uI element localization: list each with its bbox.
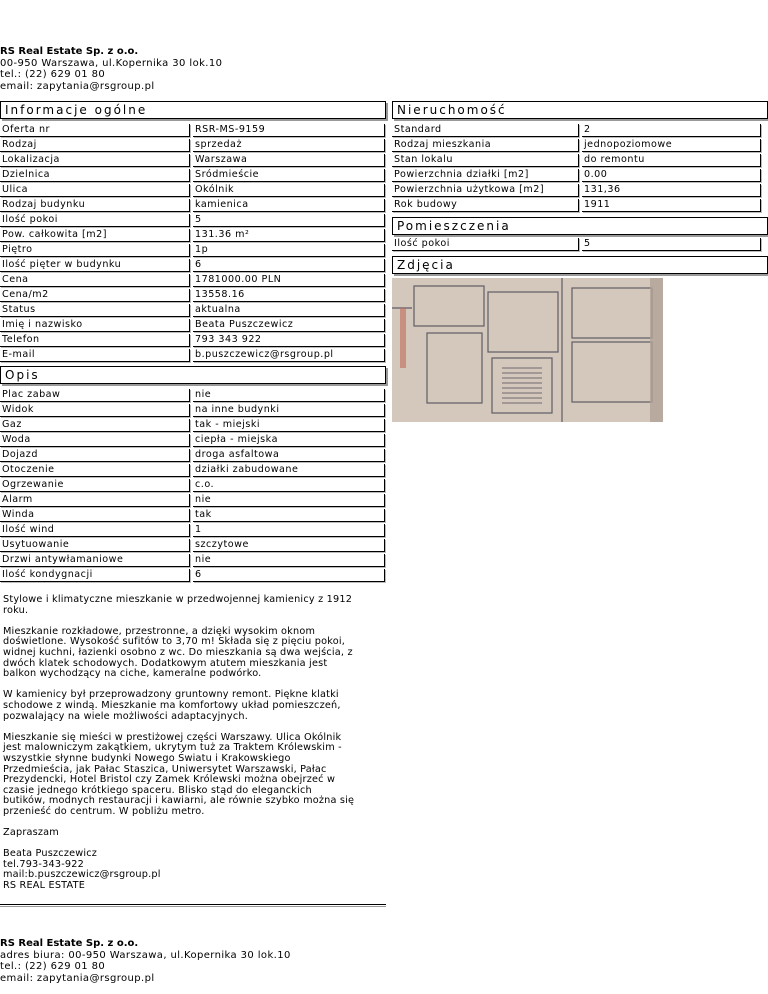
row-value: 1p	[193, 244, 385, 257]
row-value: szczytowe	[193, 539, 385, 552]
row-label: Status	[0, 304, 190, 317]
description-paragraph: Mieszkanie się mieści w prestiżowej części Warszawy. Ulica Okólnik jest malowniczym zakątkiem, ukrytym tuż za Traktem Królewskim - wszystkie słynne budynki Nowego Światu i Krakowskiego Przedmieścia, jak Pałac Staszica, Uniwersytet Warszawski, Pałac Prezydencki, Hotel Bristol czy Zamek Królewski można obejrzeć w czasie jednego krótkiego spaceru. Blisko stąd do eleganckich butików, modnych restauracji i kawiarni, ale równie szybko można się przenieść do centrum. W pobliżu metro.	[3, 731, 355, 817]
row-label: Rok budowy	[392, 199, 579, 212]
description-title: Opis	[0, 366, 386, 384]
photos-title: Zdjęcia	[392, 256, 768, 274]
row-value: kamienica	[193, 199, 385, 212]
row-value: sprzedaż	[193, 139, 385, 152]
row-value: nie	[193, 494, 385, 507]
row-value: 2	[582, 124, 761, 137]
row-label: Otoczenie	[0, 464, 190, 477]
row-label: Ilość kondygnacji	[0, 569, 190, 582]
row-value: tak	[193, 509, 385, 522]
row-label: Usytuowanie	[0, 539, 190, 552]
row-label: Cena	[0, 274, 190, 287]
row-label: Dojazd	[0, 449, 190, 462]
row-value: c.o.	[193, 479, 385, 492]
row-value: RSR-MS-9159	[193, 124, 385, 137]
floor-plan-image	[392, 278, 663, 422]
description-paragraph: Stylowe i klimatyczne mieszkanie w przedwojennej kamienicy z 1912 roku.	[3, 594, 353, 616]
footer-company-name: RS Real Estate Sp. z o.o.	[0, 938, 139, 949]
rooms-title: Pomieszczenia	[392, 217, 768, 235]
row-value: 5	[193, 214, 385, 227]
description-paragraph: W kamienicy był przeprowadzony gruntowny remont. Piękne klatki schodowe z windą. Mieszkanie ma komfortowy układ pomieszczeń, pozwalający na wiele możliwości adaptacyjnych.	[3, 689, 341, 722]
footer-address: adres biura: 00-950 Warszawa, ul.Kopernika 30 lok.10	[0, 949, 291, 961]
company-header	[0, 46, 222, 92]
row-value: Beata Puszczewicz	[193, 319, 385, 332]
row-label: Stan lokalu	[392, 154, 579, 167]
row-label: Ulica	[0, 184, 190, 197]
row-label: Lokalizacja	[0, 154, 190, 167]
description-paragraph: Beata Puszczewicz tel.793-343-922 mail:b.puszczewicz@rsgroup.pl RS REAL ESTATE	[3, 848, 161, 892]
row-label: Piętro	[0, 244, 190, 257]
row-value: nie	[193, 389, 385, 402]
company-name: RS Real Estate Sp. z o.o.	[0, 46, 139, 57]
row-label: Ilość pięter w budynku	[0, 259, 190, 272]
row-value: nie	[193, 554, 385, 567]
row-label: Pow. całkowita [m2]	[0, 229, 190, 242]
row-value: aktualna	[193, 304, 385, 317]
description-paragraph: Mieszkanie rozkładowe, przestronne, a dzięki wysokim oknom doświetlone. Wysokość sufitów to 3,70 m! Składa się z pięciu pokoi, widnej kuchni, łazienki osobno z wc. Do mieszkania są dwa wejścia, z dwóch klatek schodowych. Dodatkowym atutem mieszkania jest balkon wychodzący na ciche, kameralne podwórko.	[3, 625, 353, 680]
row-label: Rodzaj budynku	[0, 199, 190, 212]
property-title: Nieruchomość	[392, 101, 768, 119]
row-label: Cena/m2	[0, 289, 190, 302]
row-label: Dzielnica	[0, 169, 190, 182]
row-value: 5	[582, 238, 761, 251]
row-value: 1781000.00 PLN	[193, 274, 385, 287]
row-value: 793 343 922	[193, 334, 385, 347]
company-footer	[0, 938, 291, 984]
row-label: Rodzaj mieszkania	[392, 139, 579, 152]
row-value: 0.00	[582, 169, 761, 182]
row-label: Standard	[392, 124, 579, 137]
footer-phone: tel.: (22) 629 01 80	[0, 961, 106, 972]
row-label: Drzwi antywłamaniowe	[0, 554, 190, 567]
row-label: Rodzaj	[0, 139, 190, 152]
row-value: Warszawa	[193, 154, 385, 167]
row-label: Telefon	[0, 334, 190, 347]
row-value: tak - miejski	[193, 419, 385, 432]
row-value: Okólnik	[193, 184, 385, 197]
row-label: Plac zabaw	[0, 389, 190, 402]
footer-email: email: zapytania@rsgroup.pl	[0, 972, 155, 984]
row-value: ciepła - miejska	[193, 434, 385, 447]
company-email: email: zapytania@rsgroup.pl	[0, 80, 155, 92]
row-label: E-mail	[0, 349, 190, 362]
row-label: Gaz	[0, 419, 190, 432]
row-label: Alarm	[0, 494, 190, 507]
row-label: Powierzchnia użytkowa [m2]	[392, 184, 579, 197]
row-value: Śródmieście	[193, 169, 385, 182]
row-label: Woda	[0, 434, 190, 447]
row-value: 6	[193, 259, 385, 272]
row-label: Ilość pokoi	[0, 214, 190, 227]
row-value: 6	[193, 569, 385, 582]
row-value: 13558.16	[193, 289, 385, 302]
row-value: jednopoziomowe	[582, 139, 761, 152]
row-label: Winda	[0, 509, 190, 522]
row-value: 131,36	[582, 184, 761, 197]
row-label: Widok	[0, 404, 190, 417]
row-label: Oferta nr	[0, 124, 190, 137]
row-value: działki zabudowane	[193, 464, 385, 477]
row-label: Imię i nazwisko	[0, 319, 190, 332]
company-address: 00-950 Warszawa, ul.Kopernika 30 lok.10	[0, 57, 223, 69]
row-value: 131.36 m²	[193, 229, 385, 242]
row-label: Ilość wind	[0, 524, 190, 537]
floor-plan-photo[interactable]	[392, 278, 663, 422]
row-value: na inne budynki	[193, 404, 385, 417]
row-value: do remontu	[582, 154, 761, 167]
row-value: droga asfaltowa	[193, 449, 385, 462]
description-paragraph: Zapraszam	[3, 827, 59, 839]
row-value: 1911	[582, 199, 761, 212]
row-value: 1	[193, 524, 385, 537]
row-label: Powierzchnia działki [m2]	[392, 169, 579, 182]
row-value: b.puszczewicz@rsgroup.pl	[193, 349, 385, 362]
description-bottom-border	[0, 904, 386, 905]
row-label: Ogrzewanie	[0, 479, 190, 492]
company-phone: tel.: (22) 629 01 80	[0, 69, 106, 80]
description-text	[3, 595, 381, 902]
general-info-title: Informacje ogólne	[0, 101, 386, 119]
row-label: Ilość pokoi	[392, 238, 579, 251]
